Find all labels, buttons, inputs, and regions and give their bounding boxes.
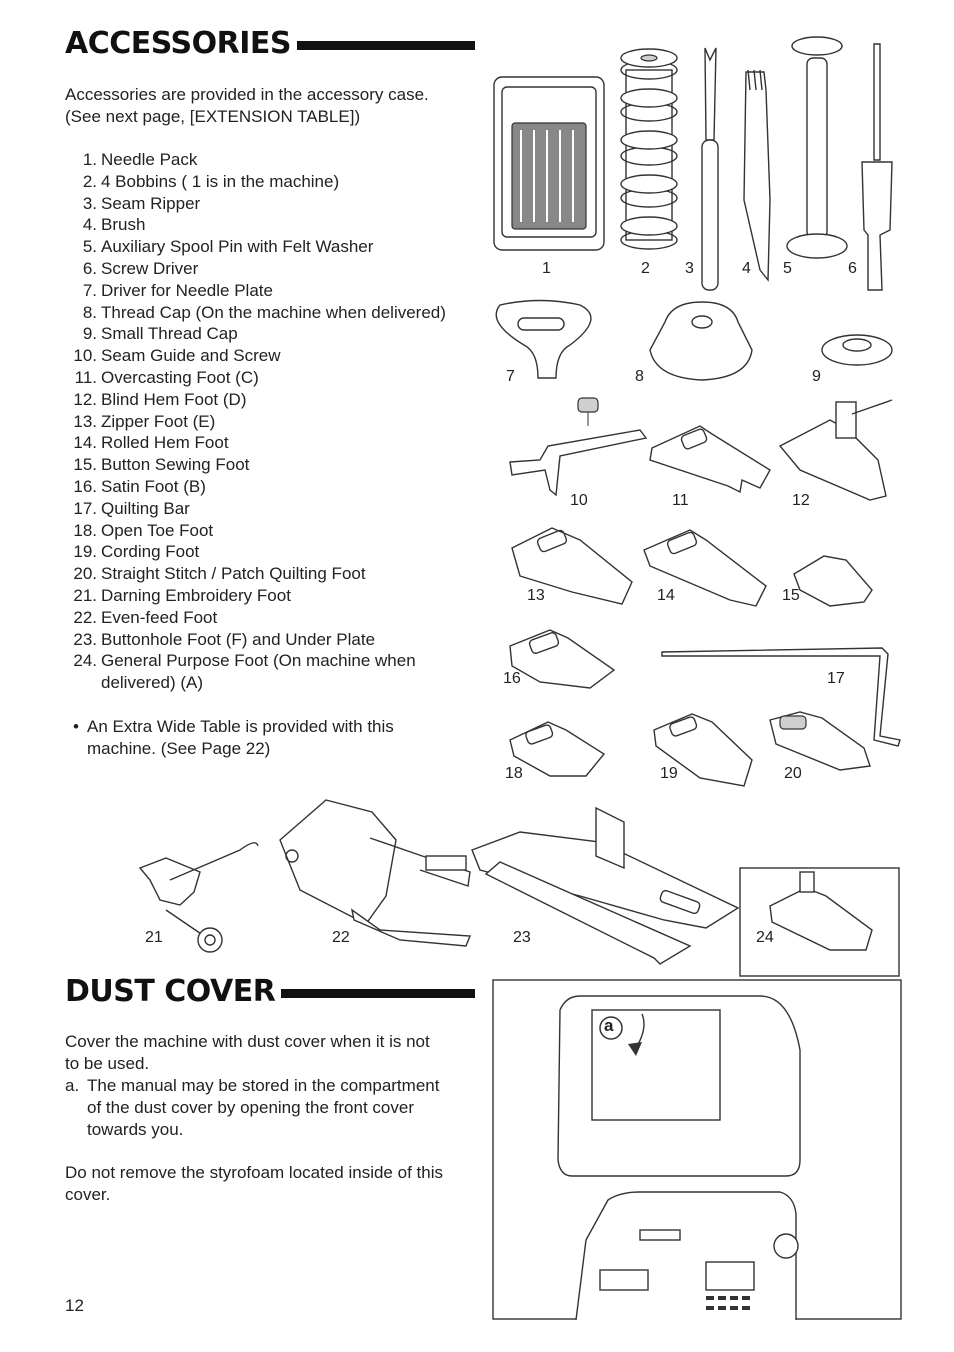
para1-line-2: to be used. [65, 1054, 150, 1073]
list-item: 24. General Purpose Foot (On machine when [73, 651, 416, 671]
list-item: 13. Zipper Foot (E) [73, 411, 216, 431]
bobbins-image [621, 49, 677, 249]
list-item: 22. Even-feed Foot [73, 607, 218, 627]
figure-label-17: 17 [827, 670, 845, 687]
figure-label-9: 9 [812, 368, 821, 385]
list-item: 23. Buttonhole Foot (F) and Under Plate [73, 629, 376, 649]
needle-plate-driver-image [496, 301, 591, 379]
page-number: 12 [65, 1296, 84, 1315]
spool-pin-image [787, 37, 847, 258]
figure-label-7: 7 [506, 368, 515, 385]
accessories-title: ACCESSORIES [65, 26, 291, 61]
bullet-line-2: machine. (See Page 22) [87, 739, 271, 758]
figure-label-24: 24 [756, 929, 774, 946]
item-a-line-1: The manual may be stored in the compartment [87, 1076, 440, 1095]
intro-line-1: Accessories are provided in the accessory case. [65, 85, 429, 104]
list-item: 9. Small Thread Cap [82, 324, 238, 344]
item-a-line-2: of the dust cover by opening the front cover [87, 1098, 414, 1117]
list-item: 16. Satin Foot (B) [73, 476, 206, 496]
list-item: 17. Quilting Bar [73, 498, 190, 518]
list-item: delivered) (A) [101, 673, 204, 693]
figure-label-10: 10 [570, 492, 588, 509]
button-sewing-foot-image [794, 556, 872, 606]
para1-line-1: Cover the machine with dust cover when it is not [65, 1032, 430, 1051]
bullet-dot: • [73, 717, 79, 736]
straight-stitch-foot-image [770, 712, 870, 770]
figure-label-1: 1 [542, 260, 551, 277]
figure-label-20: 20 [784, 765, 802, 782]
dust-cover-heading [65, 974, 475, 1009]
seam-guide-image [510, 398, 646, 495]
list-item: 18. Open Toe Foot [73, 520, 214, 540]
satin-foot-image [510, 630, 614, 688]
figure-label-22: 22 [332, 929, 350, 946]
dust-cover-para-1 [65, 1031, 475, 1075]
figure-label-8: 8 [635, 368, 644, 385]
item-a-marker: a. [65, 1076, 80, 1095]
dust-cover-title: DUST COVER [65, 974, 276, 1009]
heading-rule [281, 989, 475, 998]
callout-label-a: a [604, 1016, 614, 1035]
figure-label-11: 11 [672, 492, 689, 509]
list-item: 6. Screw Driver [82, 258, 199, 278]
figure-label-21: 21 [145, 929, 163, 946]
seam-ripper-image [702, 48, 718, 290]
blind-hem-foot-image [780, 400, 892, 500]
dust-cover-image [493, 980, 901, 1320]
list-item: 5. Auxiliary Spool Pin with Felt Washer [82, 237, 374, 257]
figure-label-15: 15 [782, 587, 800, 604]
figure-label-3: 3 [685, 260, 694, 277]
para2-line-1: Do not remove the styrofoam located inside of this [65, 1163, 443, 1182]
open-toe-foot-image [510, 722, 604, 776]
figure-label-2: 2 [641, 260, 650, 277]
para2-line-2: cover. [65, 1185, 111, 1204]
list-item: 1. Needle Pack [82, 150, 198, 169]
intro-line-2: (See next page, [EXTENSION TABLE]) [65, 107, 361, 126]
figure-label-13: 13 [527, 587, 545, 604]
list-item: 15. Button Sewing Foot [73, 455, 250, 475]
list-item: 14. Rolled Hem Foot [73, 433, 229, 453]
list-item: 10. Seam Guide and Screw [73, 346, 281, 366]
buttonhole-foot-image [472, 808, 738, 964]
figure-label-19: 19 [660, 765, 678, 782]
item-a-line-3: towards you. [87, 1120, 184, 1139]
dust-cover-item-a [65, 1075, 475, 1141]
thread-cap-image [650, 302, 752, 380]
small-thread-cap-image [822, 335, 892, 365]
figure-label-18: 18 [505, 765, 523, 782]
list-item: 11. Overcasting Foot (C) [74, 367, 259, 387]
list-item: 19. Cording Foot [73, 542, 200, 562]
list-item: 8. Thread Cap (On the machine when delivered) [82, 302, 446, 322]
list-item: 20. Straight Stitch / Patch Quilting Foot [73, 564, 366, 584]
needle-pack-image [494, 77, 604, 250]
overcasting-foot-image [650, 426, 770, 492]
even-feed-foot-image [280, 800, 470, 946]
list-item: 3. Seam Ripper [82, 193, 201, 213]
list-item: 7. Driver for Needle Plate [82, 280, 273, 300]
list-item: 12. Blind Hem Foot (D) [73, 389, 247, 409]
figure-label-23: 23 [513, 929, 531, 946]
list-item: 2. 4 Bobbins ( 1 is in the machine) [82, 171, 340, 191]
figure-label-4: 4 [742, 260, 751, 277]
figure-label-12: 12 [792, 492, 810, 509]
figure-label-5: 5 [783, 260, 792, 277]
list-item: 21. Darning Embroidery Foot [73, 585, 291, 605]
dust-cover-para-2 [65, 1162, 475, 1206]
screwdriver-image [862, 44, 892, 290]
list-item: 4. Brush [82, 215, 146, 235]
figure-label-6: 6 [848, 260, 857, 277]
figure-label-16: 16 [503, 670, 521, 687]
brush-image [744, 70, 770, 280]
general-purpose-foot-image [740, 868, 899, 976]
figure-label-14: 14 [657, 587, 675, 604]
bullet-line-1: An Extra Wide Table is provided with this [87, 717, 394, 736]
